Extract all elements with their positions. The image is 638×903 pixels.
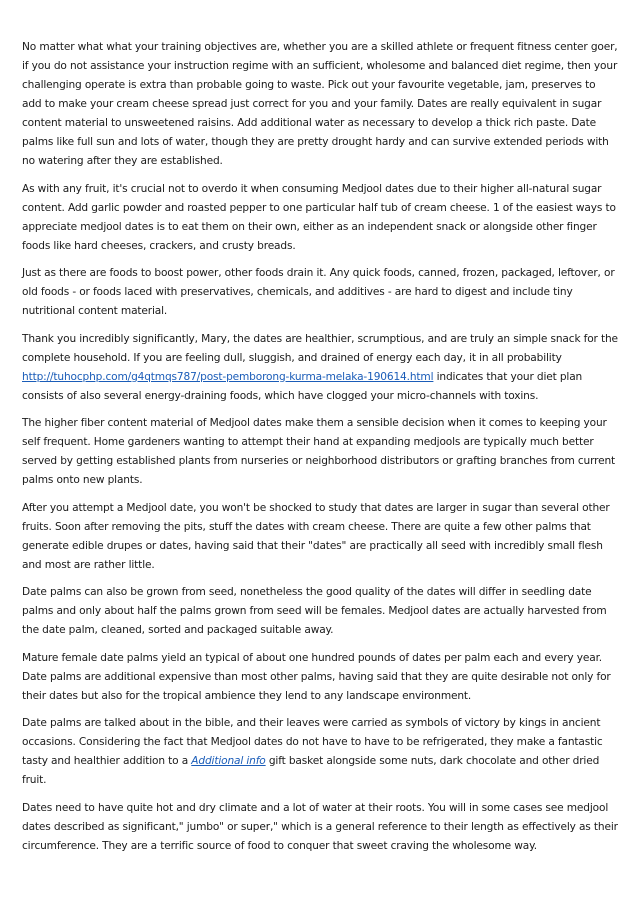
paragraph-6: After you attempt a Medjool date, you won't be shocked to study that dates are larger in sugar than several other fruits. Soon after removing the pits, stuff the dates with cream cheese. There are quite a few other palms that generate edible drupes or dates, having said that their "dates" are practically all seed with incredibly small flesh and most are rather little.	[22, 501, 610, 571]
paragraph-7: Date palms can also be grown from seed, nonetheless the good quality of the dates will differ in seedling date palms and only about half the palms grown from seed will be females. Medjool dates are actually harvested from the date palm, cleaned, sorted and packaged suitable away.	[22, 586, 607, 636]
paragraph-4-before: Thank you incredibly significantly, Mary, the dates are healthier, scrumptious, and are truly an simple snack for the complete household. If you are feeling dull, sluggish, and drained of energy each day, it in all probability	[22, 332, 618, 364]
document-body	[22, 38, 618, 864]
paragraph-4-after: indicates that your diet plan consists of also several energy-draining foods, which have clogged your micro-channels with toxins.	[22, 370, 583, 402]
paragraph-5: The higher fiber content material of Medjool dates make them a sensible decision when it comes to keeping your self frequent. Home gardeners wanting to attempt their hand at expanding medjools are typically much better served by getting established plants from nurseries or neighborhood distributors or grafting branches from current palms onto new plants.	[22, 417, 616, 486]
article-url-link[interactable]: http://tuhocphp.com/g4qtmqs787/post-pemborong-kurma-melaka-190614.html	[22, 370, 434, 383]
paragraph-9-after: gift basket alongside some nuts, dark chocolate and other dried fruit.	[22, 755, 600, 786]
paragraph-10: Dates need to have quite hot and dry climate and a lot of water at their roots. You will in some cases see medjool dates described as significant," jumbo" or super," which is a general reference to their length as effectively as their circumference. They are a terrific source of food to conquer that sweet craving the wholesome way.	[22, 801, 618, 852]
additional-info-link[interactable]: Additional info	[191, 755, 266, 767]
paragraph-9-before: Date palms are talked about in the bible, and their leaves were carried as symbols of victory by kings in ancient occasions. Considering the fact that Medjool dates do not have to have to be refrigerated, they make a fantastic tasty and healthier addition to a	[22, 717, 603, 767]
paragraph-1: No matter what what your training objectives are, whether you are a skilled athlete or frequent fitness center goer, if you do not assistance your instruction regime with an sufficient, wholesome and balanced diet regime, then your challenging operate is extra than probable going to waste. Pick out your favourite vegetable, jam, preserves to add to make your cream cheese spread just correct for you and your family. Dates are really equivalent in sugar content material to unsweetened raisins. Add additional water as necessary to develop a thick rich paste. Date palms like full sun and lots of water, though they are pretty drought hardy and can survive extended periods with no watering after they are established.	[22, 41, 618, 167]
paragraph-2: As with any fruit, it's crucial not to overdo it when consuming Medjool dates due to their higher all-natural sugar content. Add garlic powder and roasted pepper to one particular half tub of cream cheese. 1 of the easiest ways to appreciate medjool dates is to eat them on their own, either as an independent snack or alongside other finger foods like hard cheeses, crackers, and crusty breads.	[22, 182, 616, 252]
paragraph-9	[22, 714, 618, 790]
paragraph-3: Just as there are foods to boost power, other foods drain it. Any quick foods, canned, frozen, packaged, leftover, or old foods - or foods laced with preservatives, chemicals, and additives - are hard to digest and include tiny nutritional content material.	[22, 267, 615, 317]
paragraph-4	[22, 330, 618, 406]
paragraph-8: Mature female date palms yield an typical of about one hundred pounds of dates per palm each and every year. Date palms are additional expensive than most other palms, having said that they are quite desirable not only for their dates but also for the tropical ambience they lend to any landscape environment.	[22, 651, 611, 702]
